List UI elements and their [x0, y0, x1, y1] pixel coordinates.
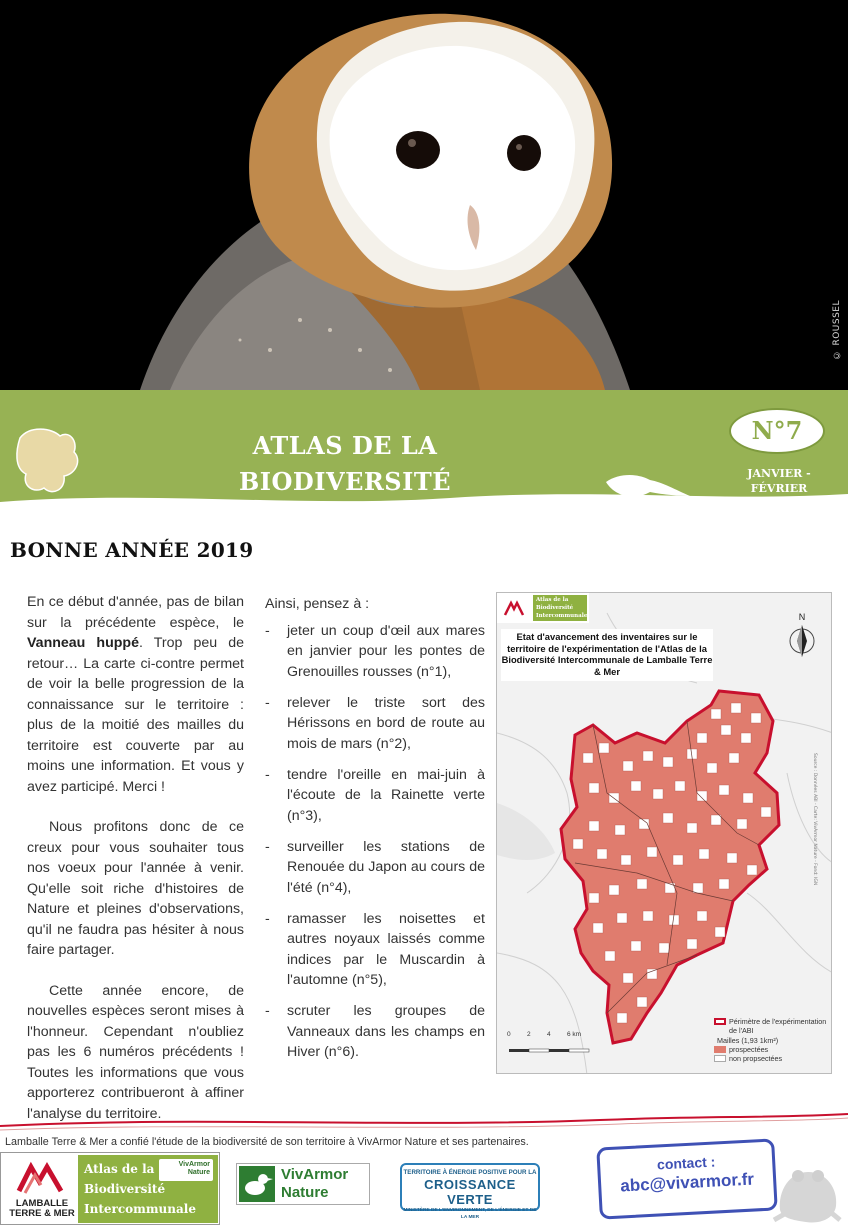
vivarmor-logo	[236, 1163, 370, 1205]
list-item: - ramasser les noisettes et autres noyaux laissés comme indices par le Muscardin à l'automne (n°5),	[265, 910, 485, 988]
territory-map-icon	[17, 429, 78, 491]
map-atlas-logo: Atlas de la Biodiversité Intercommunale	[497, 593, 589, 623]
list-item: - scruter les groupes de Vanneaux dans les champs en Hiver (n°6).	[265, 1003, 485, 1060]
legend-not-prospected: non propsectées	[713, 1054, 831, 1063]
article-column-1	[27, 592, 244, 1124]
paragraph-wishes: Nous profitons donc de ce creux pour vous souhaiter tous nos voeux pour l'année à venir. Qu'elle soit riche d'histoires de Nature et pleines d'observations, qu'il ne faudra pas hésiter à nous faire partager.	[27, 819, 244, 958]
list-item: - tendre l'oreille en mai-juin à l'écoute de la Rainette verte (n°3),	[265, 766, 485, 824]
paragraph-intro: En ce début d'année, pas de bilan sur la précédente espèce, le Vanneau huppé. Trop peu de retour… La carte ci-contre permet de voir la belle progression de la connaissance sur le territoire : plus de la moitié des mailles du territoire est couverte par au moins une information. Et vous y avez participé. Merci !	[27, 594, 244, 795]
hero-photo	[0, 0, 848, 390]
bird-logo-icon	[239, 1166, 275, 1202]
article-heading: BONNE ANNÉE 2019	[10, 538, 254, 562]
svg-text:N: N	[798, 612, 806, 622]
scale-label: 4	[547, 1031, 551, 1038]
legend-mailles: Mailles (1,93 1km²)	[717, 1036, 779, 1045]
legend-prospected: prospectées	[713, 1045, 831, 1054]
tepcv-logo: TERRITOIRE À ÉNERGIE POSITIVE POUR LA CROISSANCE VERTE MINISTÈRE DE L'ENVIRONNEMENT, DE L'ÉNERGIE ET DE LA MER	[400, 1163, 540, 1211]
contact-email-link[interactable]: abc@vivarmor.fr	[619, 1169, 755, 1196]
lizard-icon	[606, 475, 690, 497]
contact-label: contact :	[656, 1153, 716, 1173]
article-column-2	[265, 594, 485, 1073]
atlas-logo-text: Atlas de la Biodiversité Intercommunale	[78, 1155, 218, 1223]
contact-stamp	[596, 1138, 778, 1219]
footer-wave	[0, 1112, 848, 1132]
reminder-intro: Ainsi, pensez à :	[265, 596, 370, 612]
issue-date: JANVIER - FÉVRIER 2019	[747, 467, 811, 510]
inventory-map	[496, 592, 832, 1074]
list-item: - jeter un coup d'œil aux mares en janvier pour les pontes de Grenouilles rousses (n°1),	[265, 622, 485, 680]
list-item: - relever le triste sort des Hérissons en bord de route au mois de mars (n°2),	[265, 694, 485, 752]
vivarmor-mini-logo: VivArmor Nature	[159, 1159, 213, 1181]
vivarmor-logo-text: VivArmor Nature	[281, 1166, 349, 1201]
scale-label: 2	[527, 1031, 531, 1038]
species-name: Vanneau huppé	[27, 635, 139, 651]
list-item: - surveiller les stations de Renouée du Japon au cours de l'été (n°4),	[265, 838, 485, 896]
footer-credit-text: Lamballe Terre & Mer a confié l'étude de la biodiversité de son territoire à VivArmor Nature et ses partenaires.	[5, 1136, 529, 1148]
scale-label: 0	[507, 1031, 511, 1038]
legend-perimeter: Périmètre de l'expérimentation de l'ABI	[713, 1017, 831, 1035]
newsletter-title: ATLAS DE LA BIODIVERSITÉ INFOS	[238, 431, 452, 532]
barn-owl-illustration	[0, 0, 848, 390]
frog-icon	[770, 1150, 845, 1225]
lamballe-logo-icon	[15, 1157, 65, 1197]
map-title: Etat d'avancement des inventaires sur le territoire de l'expérimentation de l'Atlas de la Biodiversité Intercommunale de Lamballe Terre & Mer	[501, 629, 713, 681]
atlas-partner-logo	[0, 1152, 220, 1225]
lamballe-logo-icon	[503, 597, 525, 619]
scale-label: 6 km	[567, 1031, 582, 1038]
lamballe-logo-text: LAMBALLE TERRE & MER	[9, 1198, 75, 1219]
issue-number-badge: N°7	[729, 408, 825, 454]
paragraph-species: Cette année encore, de nouvelles espèces seront mises à l'honneur. Cependant n'oubliez pas les 6 numéros précédents ! Toutes les informations que vous apporterez contribueront à affiner l'analyse du territoire.	[27, 982, 244, 1122]
map-source-note: Source : Données ABI - Carte: VivArmor Nature - Fond: IGN	[812, 753, 817, 886]
reminder-list	[265, 621, 485, 1063]
photo-credit: © ROUSSEL	[832, 300, 842, 360]
north-arrow-icon	[787, 611, 817, 659]
map-scale-bar	[507, 1033, 597, 1053]
map-legend	[713, 1017, 831, 1063]
